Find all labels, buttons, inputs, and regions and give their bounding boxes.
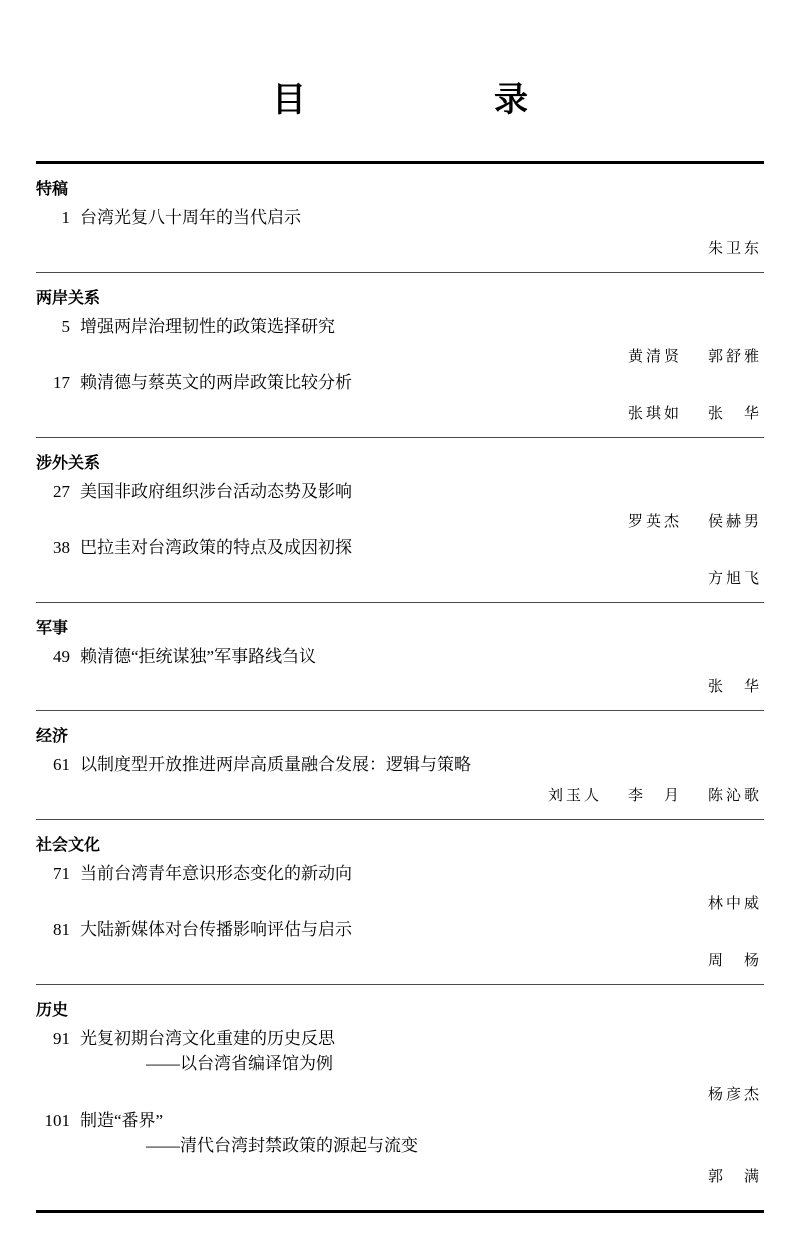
toc-entry-line[interactable] xyxy=(36,205,764,231)
entry-page-number: 81 xyxy=(53,920,70,939)
toc-entry[interactable] xyxy=(36,370,764,425)
toc-entry-line[interactable] xyxy=(36,644,764,670)
author-name: 刘玉人 xyxy=(547,787,602,804)
toc-entry-line[interactable] xyxy=(36,479,764,505)
entry-title[interactable]: 当前台湾青年意识形态变化的新动向 xyxy=(80,863,352,883)
toc-section xyxy=(36,164,764,272)
entry-title[interactable]: 光复初期台湾文化重建的历史反思 xyxy=(80,1028,335,1048)
toc-entry[interactable] xyxy=(36,644,764,699)
toc-entry[interactable] xyxy=(36,205,764,260)
section-title: 经济 xyxy=(36,726,69,745)
toc-entry-line[interactable] xyxy=(36,1108,764,1134)
section-title: 两岸关系 xyxy=(36,287,101,307)
toc-entry[interactable] xyxy=(36,861,764,916)
entry-page-number: 61 xyxy=(53,755,70,774)
entry-subtitle: ——以台湾省编译馆为例 xyxy=(146,1054,333,1073)
toc-entry[interactable] xyxy=(36,479,764,534)
toc-entry[interactable] xyxy=(36,917,764,972)
toc-section xyxy=(36,438,764,602)
author-name: 杨彦杰 xyxy=(707,1086,762,1103)
toc-entry-line[interactable] xyxy=(36,370,764,396)
entry-title[interactable]: 美国非政府组织涉台活动态势及影响 xyxy=(80,481,352,501)
entry-page-number: 17 xyxy=(53,373,70,392)
entry-subtitle: ——清代台湾封禁政策的源起与流变 xyxy=(146,1136,418,1155)
section-title: 历史 xyxy=(36,999,69,1019)
entry-authors xyxy=(36,943,764,972)
toc-entry[interactable] xyxy=(36,1026,764,1106)
entry-page-number: 1 xyxy=(61,208,70,227)
toc-entry[interactable] xyxy=(36,535,764,590)
author-name: 陈沁歌 xyxy=(707,787,762,804)
page-title: 目 录 xyxy=(272,80,568,120)
author-name: 林中威 xyxy=(707,896,762,912)
entry-authors xyxy=(36,561,764,590)
section-title: 特稿 xyxy=(36,179,69,198)
entry-authors xyxy=(36,231,764,260)
entry-title[interactable]: 大陆新媒体对台传播影响评估与启示 xyxy=(80,920,352,939)
section-title: 军事 xyxy=(36,617,69,637)
entry-title[interactable]: 增强两岸治理韧性的政策选择研究 xyxy=(80,316,335,336)
entry-authors xyxy=(36,778,764,807)
toc-entry[interactable] xyxy=(36,752,764,807)
toc-section xyxy=(36,711,764,819)
entry-page-number: 49 xyxy=(53,646,70,666)
toc-section xyxy=(36,273,764,437)
author-name: 朱卫东 xyxy=(707,240,762,257)
toc-section xyxy=(36,603,764,711)
section-title: 社会文化 xyxy=(36,834,101,854)
author-name: 黄清贤 xyxy=(627,349,682,365)
toc-entry-line[interactable] xyxy=(36,1026,764,1052)
author-name: 侯赫男 xyxy=(707,514,762,530)
entry-page-number: 5 xyxy=(61,316,70,336)
entry-authors xyxy=(36,669,764,698)
author-name: 李 月 xyxy=(627,787,682,804)
entry-page-number: 27 xyxy=(53,481,70,501)
toc-entry[interactable] xyxy=(36,314,764,369)
entry-title[interactable]: 巴拉圭对台湾政策的特点及成因初探 xyxy=(80,538,352,557)
author-name: 周 杨 xyxy=(707,952,762,969)
entry-authors xyxy=(36,339,764,368)
author-name: 张 华 xyxy=(707,679,762,695)
entry-page-number: 101 xyxy=(44,1110,70,1130)
toc-section xyxy=(36,985,764,1200)
entry-authors xyxy=(36,504,764,533)
toc-entry-line[interactable] xyxy=(36,314,764,340)
toc-section xyxy=(36,820,764,984)
entry-page-number: 38 xyxy=(53,538,70,557)
entry-title[interactable]: 赖清德与蔡英文的两岸政策比较分析 xyxy=(80,373,352,392)
toc-sections xyxy=(36,164,764,1200)
entry-page-number: 91 xyxy=(53,1028,70,1048)
author-name: 张 华 xyxy=(707,405,762,422)
toc-entry-line[interactable] xyxy=(36,752,764,778)
entry-title[interactable]: 赖清德“拒统谋独”军事路线刍议 xyxy=(80,646,317,666)
toc-entry-line[interactable] xyxy=(36,535,764,561)
entry-authors xyxy=(36,396,764,425)
author-name: 罗英杰 xyxy=(627,514,682,530)
entry-title[interactable]: 制造“番界” xyxy=(80,1110,164,1130)
bottom-divider xyxy=(36,1210,764,1213)
toc-entry-line[interactable] xyxy=(36,861,764,887)
section-title: 涉外关系 xyxy=(36,452,101,472)
toc-entry[interactable] xyxy=(36,1108,764,1188)
entry-authors xyxy=(36,1077,764,1106)
entry-page-number: 71 xyxy=(53,863,70,883)
author-name: 张琪如 xyxy=(627,405,682,422)
entry-authors xyxy=(36,1159,764,1188)
author-name: 方旭飞 xyxy=(707,570,762,587)
entry-authors xyxy=(36,886,764,915)
toc-entry-line[interactable] xyxy=(36,917,764,943)
author-name: 郭舒雅 xyxy=(707,349,762,365)
author-name: 郭 满 xyxy=(707,1168,762,1185)
entry-title[interactable]: 台湾光复八十周年的当代启示 xyxy=(80,208,301,227)
entry-title[interactable]: 以制度型开放推进两岸高质量融合发展：逻辑与策略 xyxy=(80,755,471,774)
